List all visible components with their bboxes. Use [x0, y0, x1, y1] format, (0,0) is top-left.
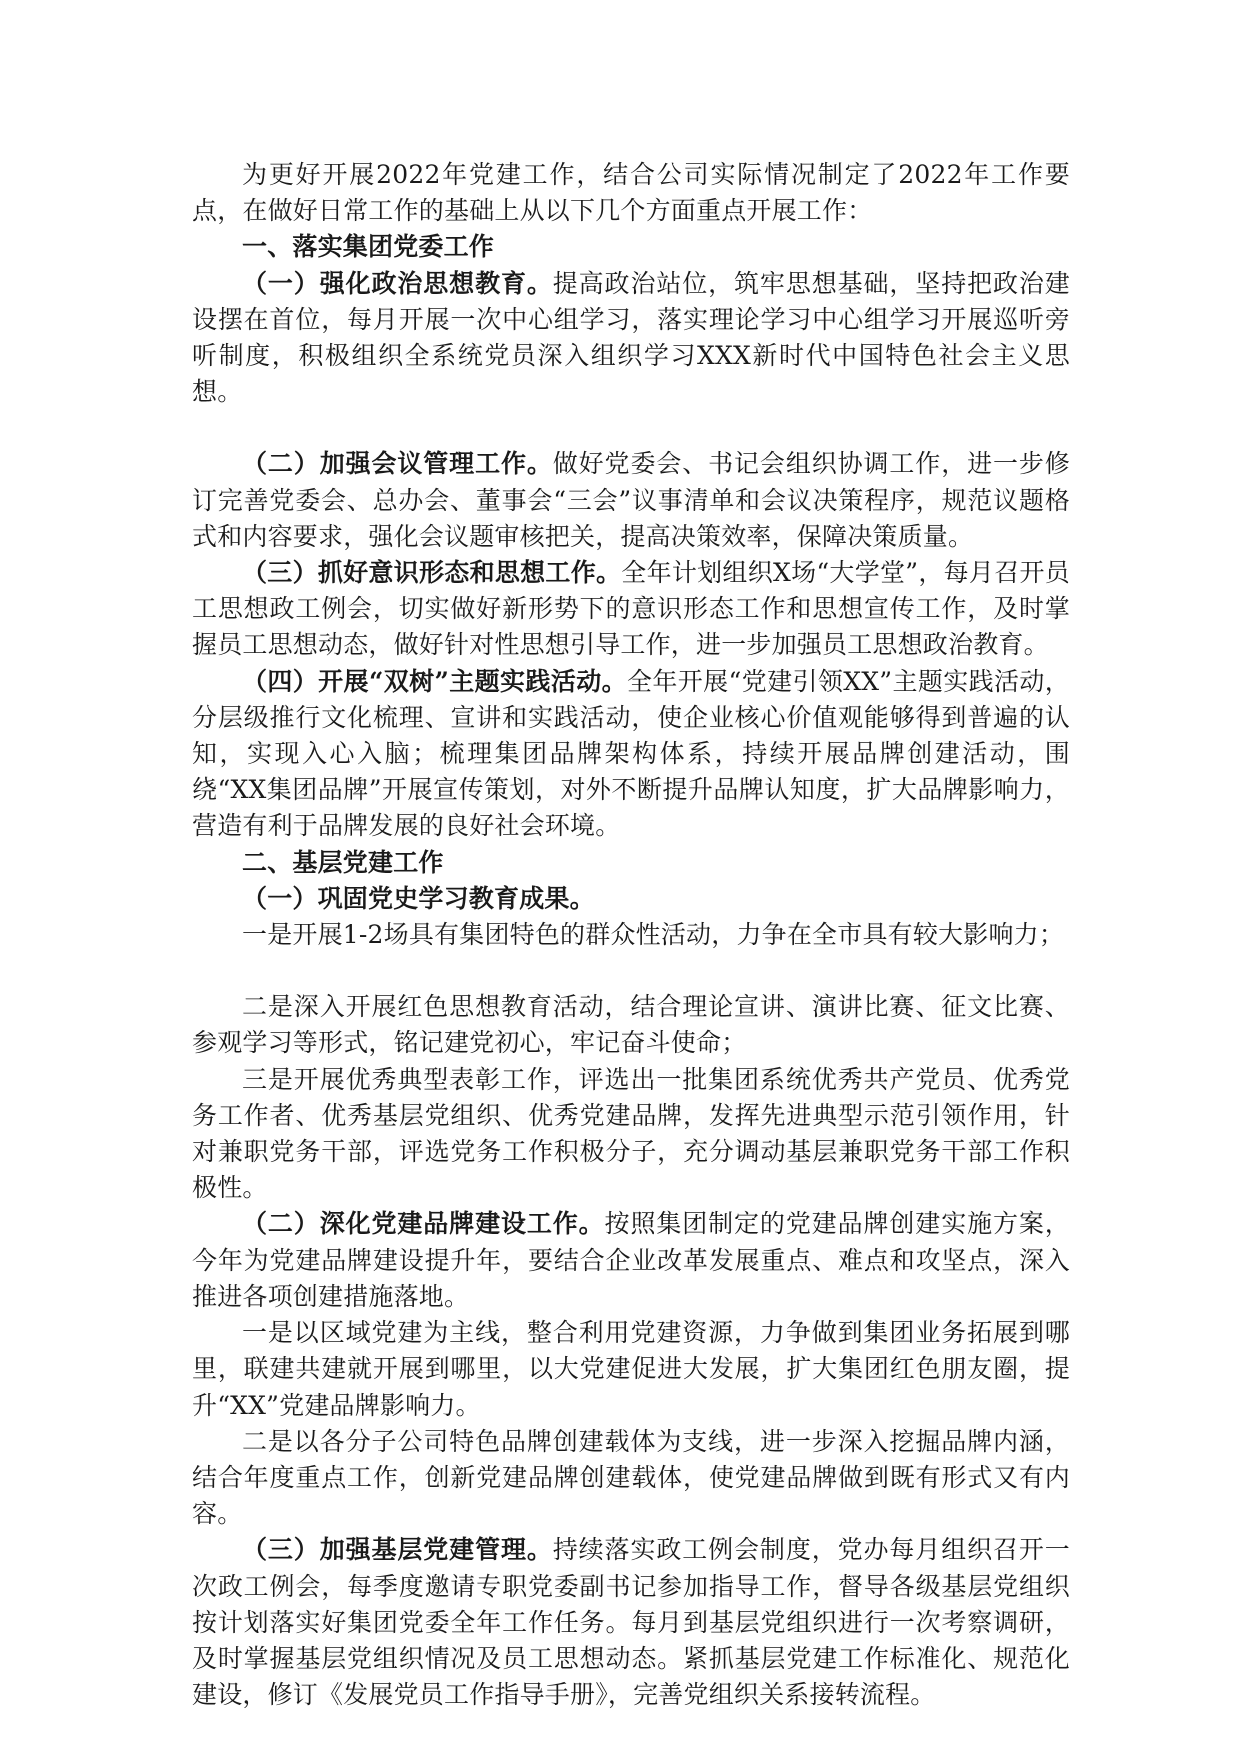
paragraph-lead: （二）深化党建品牌建设工作。 — [242, 1209, 605, 1239]
paragraph-lead: （三）加强基层党建管理。 — [242, 1535, 553, 1565]
paragraph-2-5 — [192, 1206, 1070, 1315]
paragraph-lead: （一）巩固党史学习教育成果。 — [242, 883, 595, 913]
intro-paragraph: 为更好开展2022年党建工作，结合公司实际情况制定了2022年工作要点，在做好日常工作的基础上从以下几个方面重点开展工作： — [192, 160, 1070, 226]
document-body — [192, 157, 1070, 1713]
paragraph-lead: （四）开展“双树”主题实践活动。 — [242, 666, 627, 696]
paragraph-1-3 — [192, 555, 1070, 664]
paragraph-text: 持续落实政工例会制度，党办每月组织召开一次政工例会，每季度邀请专职党委副书记参加指导工作，督导各级基层党组织按计划落实好集团党委全年工作任务。每月到基层党组织进行一次考察调研，及时掌握基层党组织情况及员工思想动态。紧抓基层党建工作标准化、规范化建设，修订《发展党员工作指导手册》，完善党组织关系接转流程。 — [192, 1535, 1070, 1710]
section-heading-1: 一、落实集团党委工作 — [242, 232, 495, 262]
paragraph-1-1 — [192, 266, 1070, 411]
paragraph-text: 按照集团制定的党建品牌创建实施方案，今年为党建品牌建设提升年，要结合企业改革发展重点、难点和攻坚点，深入推进各项创建措施落地。 — [192, 1209, 1070, 1311]
paragraph-lead: （一）强化政治思想教育。 — [242, 268, 553, 298]
paragraph-2-6: 一是以区域党建为主线，整合利用党建资源，力争做到集团业务拓展到哪里，联建共建就开展到哪里，以大党建促进大发展，扩大集团红色朋友圈，提升“XX”党建品牌影响力。 — [192, 1318, 1070, 1420]
paragraph-2-3: 二是深入开展红色思想教育活动，结合理论宣讲、演讲比赛、征文比赛、参观学习等形式，铭记建党初心，牢记奋斗使命； — [192, 992, 1070, 1058]
paragraph-2-2: 一是开展1-2场具有集团特色的群众性活动，力争在全市具有较大影响力； — [242, 920, 1065, 950]
paragraph-2-7: 二是以各分子公司特色品牌创建载体为支线，进一步深入挖掘品牌内涵，结合年度重点工作，创新党建品牌创建载体，使党建品牌做到既有形式又有内容。 — [192, 1426, 1070, 1529]
section-heading-2: 二、基层党建工作 — [242, 847, 444, 877]
paragraph-text: 提高政治站位，筑牢思想基础，坚持把政治建设摆在首位，每月开展一次中心组学习，落实理论学习中心组学习开展巡听旁听制度，积极组织全系统党员深入组织学习XXX新时代中国特色社会主义思想。 — [192, 268, 1070, 407]
paragraph-2-4: 三是开展优秀典型表彰工作，评选出一批集团系统优秀共产党员、优秀党务工作者、优秀基层党组织、优秀党建品牌，发挥先进典型示范引领作用，针对兼职党务干部，评选党务工作积极分子，充分调动基层兼职党务干部工作积极性。 — [192, 1064, 1070, 1203]
paragraph-text: 全年计划组织X场“大学堂”，每月召开员工思想政工例会，切实做好新形势下的意识形态工作和思想宣传工作，及时掌握员工思想动态，做好针对性思想引导工作，进一步加强员工思想政治教育。 — [192, 558, 1070, 660]
paragraph-lead: （二）加强会议管理工作。 — [242, 449, 553, 479]
paragraph-text: 全年开展“党建引领XX”主题实践活动，分层级推行文化梳理、宣讲和实践活动，使企业核心价值观能够得到普遍的认知，实现入心入脑；梳理集团品牌架构体系，持续开展品牌创建活动，围绕“XX集团品牌”开展宣传策划，对外不断提升品牌认知度，扩大品牌影响力，营造有利于品牌发展的良好社会环境。 — [192, 666, 1070, 841]
paragraph-2-1 — [192, 881, 1070, 917]
paragraph-text: 做好党委会、书记会组织协调工作，进一步修订完善党委会、总办会、董事会“三会”议事清单和会议决策程序，规范议题格式和内容要求，强化会议题审核把关，提高决策效率，保障决策质量。 — [192, 449, 1070, 551]
paragraph-1-4 — [192, 664, 1070, 845]
paragraph-lead: （三）抓好意识形态和思想工作。 — [242, 558, 622, 588]
paragraph-2-8 — [192, 1532, 1070, 1713]
paragraph-1-2 — [192, 446, 1070, 555]
